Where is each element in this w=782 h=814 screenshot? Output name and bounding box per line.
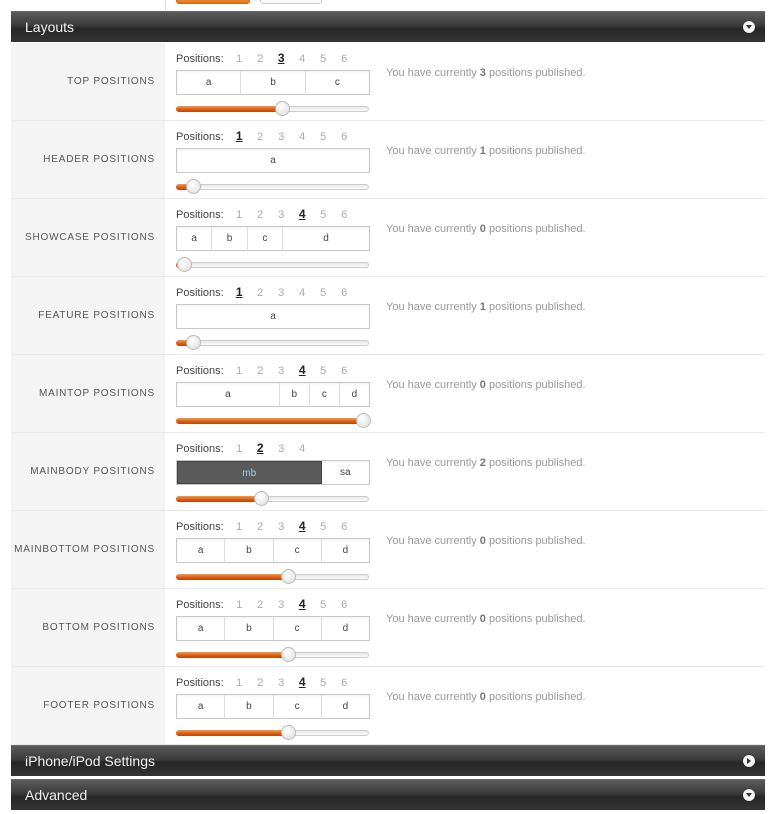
position-count-option[interactable]: 1 <box>236 209 243 221</box>
position-slider[interactable] <box>176 496 369 503</box>
iphone-section-title: iPhone/iPod Settings <box>25 753 155 769</box>
position-layout-box <box>176 460 370 485</box>
position-count-option[interactable]: 3 <box>278 209 285 221</box>
positions-selector <box>176 51 355 65</box>
positions-selector <box>176 363 355 377</box>
position-layout-box <box>176 616 370 641</box>
position-cell: mb <box>177 461 322 484</box>
positions-label: Positions: <box>176 521 224 533</box>
published-status <box>386 535 586 547</box>
status-suffix: positions published. <box>488 691 586 703</box>
status-suffix: positions published. <box>488 535 586 547</box>
status-suffix: positions published. <box>488 379 586 391</box>
position-count-option[interactable]: 1 <box>236 677 243 689</box>
status-prefix: You have currently <box>386 535 477 547</box>
position-count-option[interactable]: 2 <box>257 53 264 65</box>
slider-track[interactable] <box>176 340 369 346</box>
position-count-option[interactable]: 5 <box>320 599 327 611</box>
slider-handle[interactable] <box>186 335 201 350</box>
position-count-option[interactable]: 3 <box>278 677 285 689</box>
position-count-option[interactable]: 1 <box>236 521 243 533</box>
position-count-option[interactable]: 2 <box>257 131 264 143</box>
position-slider[interactable] <box>176 184 369 191</box>
row-content <box>165 667 765 744</box>
position-count-option[interactable]: 6 <box>341 677 348 689</box>
position-count-option[interactable]: 3 <box>278 131 285 143</box>
published-status <box>386 67 586 79</box>
position-count-option[interactable]: 3 <box>278 521 285 533</box>
position-count-option[interactable]: 2 <box>257 521 264 533</box>
position-count-option[interactable]: 3 <box>278 365 285 377</box>
status-prefix: You have currently <box>386 301 477 313</box>
layouts-section-title: Layouts <box>25 19 75 35</box>
row-content <box>165 355 765 432</box>
position-count-option[interactable]: 2 <box>257 287 264 299</box>
position-cell: a <box>177 383 280 406</box>
row-label: MAINBODY POSITIONS <box>30 465 155 477</box>
position-slider[interactable] <box>176 730 369 737</box>
row-label-cell <box>11 589 165 666</box>
positions-label: Positions: <box>176 365 224 377</box>
position-count-option[interactable]: 6 <box>341 53 348 65</box>
position-count-option[interactable]: 6 <box>341 365 348 377</box>
published-count: 0 <box>479 535 486 547</box>
status-suffix: positions published. <box>488 613 586 625</box>
advanced-section-title: Advanced <box>25 787 88 803</box>
row-content <box>165 277 765 354</box>
position-count-option[interactable]: 1 <box>236 365 243 377</box>
position-count-option[interactable]: 4 <box>299 443 306 455</box>
row-label: MAINTOP POSITIONS <box>38 387 155 399</box>
published-count: 2 <box>479 457 486 469</box>
position-cell: b <box>280 383 310 406</box>
position-cell: a <box>270 311 276 322</box>
position-layout-box <box>176 70 370 95</box>
grey-toggle-button[interactable] <box>260 0 322 4</box>
position-count-option[interactable]: 2 <box>256 441 264 455</box>
position-cell: a <box>177 617 225 640</box>
position-slider[interactable] <box>176 340 369 347</box>
layout-row <box>11 277 765 355</box>
slider-handle[interactable] <box>186 179 201 194</box>
position-cell: d <box>342 701 349 712</box>
position-slider[interactable] <box>176 418 369 425</box>
row-label-cell <box>11 277 165 354</box>
position-cell: c <box>274 539 322 562</box>
position-count-option[interactable]: 2 <box>257 677 264 689</box>
row-label: BOTTOM POSITIONS <box>42 621 155 633</box>
slider-fill <box>176 730 288 736</box>
slider-handle[interactable] <box>177 257 192 272</box>
row-label-cell <box>11 199 165 276</box>
layout-row <box>11 121 765 199</box>
row-label-cell <box>11 43 165 120</box>
collapse-arrow-down-icon[interactable] <box>743 21 755 33</box>
row-content <box>165 511 765 588</box>
iphone-section-header[interactable] <box>11 745 765 776</box>
position-count-option[interactable]: 3 <box>278 287 285 299</box>
position-cell: c <box>274 617 322 640</box>
positions-label: Positions: <box>176 209 224 221</box>
row-content <box>165 433 765 510</box>
published-count: 1 <box>479 145 486 157</box>
positions-selector <box>176 675 355 689</box>
position-cell: a <box>177 539 225 562</box>
layouts-section-header[interactable] <box>11 11 765 42</box>
positions-selector <box>176 597 355 611</box>
position-count-option[interactable]: 5 <box>320 287 327 299</box>
positions-selector <box>176 519 355 533</box>
position-count-option[interactable]: 4 <box>298 207 306 221</box>
position-cell: a <box>270 155 276 166</box>
position-count-option[interactable]: 6 <box>341 599 348 611</box>
row-label: FEATURE POSITIONS <box>38 309 155 321</box>
layout-row <box>11 199 765 277</box>
status-suffix: positions published. <box>488 223 586 235</box>
position-count-option[interactable]: 1 <box>236 53 243 65</box>
position-slider[interactable] <box>176 262 369 269</box>
position-count-option[interactable]: 5 <box>320 365 327 377</box>
status-prefix: You have currently <box>386 457 477 469</box>
position-count-option[interactable]: 5 <box>320 53 327 65</box>
positions-label: Positions: <box>176 677 224 689</box>
position-count-option[interactable]: 3 <box>277 51 285 65</box>
position-cell: b <box>241 71 305 94</box>
position-cell: c <box>310 383 340 406</box>
published-count: 0 <box>479 223 486 235</box>
column-divider <box>165 0 166 10</box>
position-count-option[interactable]: 6 <box>341 287 348 299</box>
position-cell: b <box>225 539 273 562</box>
position-layout-box <box>176 694 370 719</box>
layout-row <box>11 43 765 121</box>
advanced-section-header[interactable] <box>11 779 765 810</box>
row-label-cell <box>11 121 165 198</box>
positions-label: Positions: <box>176 53 224 65</box>
position-count-option[interactable]: 2 <box>257 209 264 221</box>
slider-handle[interactable] <box>281 569 296 584</box>
row-content <box>165 43 765 120</box>
position-layout-box <box>176 382 370 407</box>
position-count-option[interactable]: 4 <box>298 363 306 377</box>
slider-fill <box>176 106 282 112</box>
status-suffix: positions published. <box>488 301 586 313</box>
position-count-option[interactable]: 4 <box>298 519 306 533</box>
position-count-option[interactable]: 5 <box>320 209 327 221</box>
status-prefix: You have currently <box>386 145 477 157</box>
position-cell: b <box>225 617 273 640</box>
positions-selector <box>176 285 355 299</box>
position-count-option[interactable]: 1 <box>235 285 243 299</box>
position-count-option[interactable]: 5 <box>320 521 327 533</box>
row-label-cell <box>11 511 165 588</box>
position-layout-box <box>176 226 370 251</box>
layouts-rows <box>11 43 765 745</box>
position-cell: b <box>225 695 273 718</box>
position-cell: c <box>248 227 283 250</box>
position-cell: a <box>177 227 212 250</box>
slider-handle[interactable] <box>281 725 296 740</box>
slider-track[interactable] <box>176 184 369 190</box>
position-cell: d <box>342 545 349 556</box>
position-count-option[interactable]: 1 <box>235 129 243 143</box>
position-count-option[interactable]: 2 <box>257 365 264 377</box>
position-count-option[interactable]: 3 <box>278 443 285 455</box>
positions-label: Positions: <box>176 599 224 611</box>
layout-row <box>11 355 765 433</box>
positions-selector <box>176 441 313 455</box>
published-status <box>386 145 586 157</box>
row-label-cell <box>11 355 165 432</box>
position-cell: d <box>342 623 349 634</box>
status-suffix: positions published. <box>488 145 586 157</box>
status-suffix: positions published. <box>488 67 586 79</box>
slider-handle[interactable] <box>281 647 296 662</box>
position-cell: c <box>274 695 322 718</box>
published-count: 0 <box>479 379 486 391</box>
position-slider[interactable] <box>176 106 369 113</box>
row-label-cell <box>11 667 165 744</box>
position-count-option[interactable]: 1 <box>236 443 243 455</box>
status-suffix: positions published. <box>488 457 586 469</box>
row-label: SHOWCASE POSITIONS <box>25 231 155 243</box>
position-cell: d <box>351 389 358 400</box>
position-count-option[interactable]: 4 <box>298 597 306 611</box>
row-label: HEADER POSITIONS <box>43 153 155 165</box>
position-count-option[interactable]: 5 <box>320 131 327 143</box>
orange-toggle-button[interactable] <box>176 0 250 4</box>
published-status <box>386 379 586 391</box>
position-cell: a <box>177 695 225 718</box>
status-prefix: You have currently <box>386 379 477 391</box>
position-cell: a <box>177 71 241 94</box>
row-label: FOOTER POSITIONS <box>43 699 155 711</box>
published-count: 3 <box>479 67 486 79</box>
published-status <box>386 301 586 313</box>
row-content <box>165 589 765 666</box>
position-count-option[interactable]: 3 <box>278 599 285 611</box>
row-content <box>165 199 765 276</box>
layout-row <box>11 589 765 667</box>
slider-handle[interactable] <box>275 101 290 116</box>
slider-fill <box>176 652 288 658</box>
layout-row <box>11 511 765 589</box>
status-prefix: You have currently <box>386 691 477 703</box>
position-cell: d <box>323 233 329 244</box>
positions-selector <box>176 129 355 143</box>
collapse-arrow-down-icon[interactable] <box>743 789 755 801</box>
published-count: 1 <box>479 301 486 313</box>
published-status <box>386 613 586 625</box>
layout-row <box>11 667 765 745</box>
slider-fill <box>176 418 363 424</box>
slider-handle[interactable] <box>356 413 371 428</box>
position-cell: sa <box>339 467 351 478</box>
position-layout-box <box>176 538 370 563</box>
expand-arrow-right-icon[interactable] <box>743 755 755 767</box>
row-label-cell <box>11 433 165 510</box>
row-content <box>165 121 765 198</box>
status-prefix: You have currently <box>386 223 477 235</box>
position-cell: c <box>334 77 340 88</box>
row-label: TOP POSITIONS <box>67 75 155 87</box>
published-count: 0 <box>479 613 486 625</box>
slider-track[interactable] <box>176 262 369 268</box>
layout-row <box>11 433 765 511</box>
position-count-option[interactable]: 6 <box>341 209 348 221</box>
position-cell: b <box>212 227 247 250</box>
status-prefix: You have currently <box>386 67 477 79</box>
position-count-option[interactable]: 1 <box>236 599 243 611</box>
row-label: MAINBOTTOM POSITIONS <box>14 543 155 555</box>
published-status <box>386 223 586 235</box>
position-count-option[interactable]: 4 <box>299 131 306 143</box>
slider-fill <box>176 574 288 580</box>
published-status <box>386 457 586 469</box>
position-slider[interactable] <box>176 652 369 659</box>
position-count-option[interactable]: 4 <box>299 287 306 299</box>
slider-handle[interactable] <box>254 491 269 506</box>
position-count-option[interactable]: 5 <box>320 677 327 689</box>
positions-label: Positions: <box>176 287 224 299</box>
position-count-option[interactable]: 4 <box>298 675 306 689</box>
position-count-option[interactable]: 6 <box>341 131 348 143</box>
position-count-option[interactable]: 6 <box>341 521 348 533</box>
published-count: 0 <box>479 691 486 703</box>
position-count-option[interactable]: 4 <box>299 53 306 65</box>
status-prefix: You have currently <box>386 613 477 625</box>
positions-label: Positions: <box>176 131 224 143</box>
position-slider[interactable] <box>176 574 369 581</box>
position-layout-box <box>176 304 370 329</box>
position-layout-box <box>176 148 370 173</box>
positions-selector <box>176 207 355 221</box>
published-status <box>386 691 586 703</box>
position-count-option[interactable]: 2 <box>257 599 264 611</box>
positions-label: Positions: <box>176 443 224 455</box>
slider-fill <box>176 496 261 502</box>
previous-section-remnant <box>0 0 782 10</box>
